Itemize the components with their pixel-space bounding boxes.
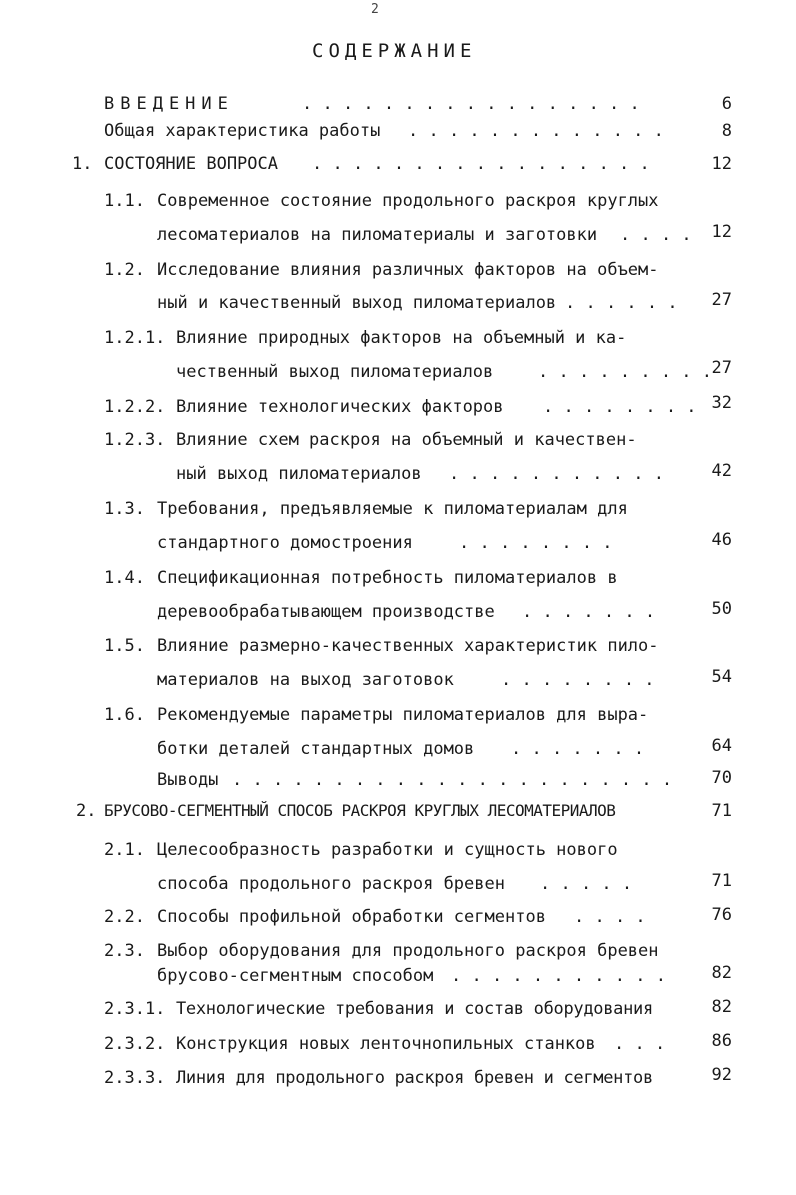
toc-dots: . . . . xyxy=(574,907,646,927)
toc-entry-title: Выводы xyxy=(157,770,219,790)
toc-entry-title: Линия для продольного раскроя бревен и сегментов xyxy=(176,1068,653,1088)
toc-entry-title: Способы профильной обработки сегментов xyxy=(157,907,546,927)
toc-entry-number: 1. xyxy=(72,154,93,174)
toc-page-number: 71 xyxy=(711,871,732,891)
toc-entry-title: Исследование влияния различных факторов на объем- xyxy=(157,260,659,280)
toc-page-number: 27 xyxy=(711,358,732,378)
toc-entry-number: 2. xyxy=(76,801,97,821)
toc-entry-number: 2.3. xyxy=(104,941,145,961)
toc-entry-title: Влияние природных факторов на объемный и ка- xyxy=(176,328,627,348)
toc-entry-number: 2.1. xyxy=(104,840,145,860)
toc-page-number: 71 xyxy=(711,801,732,821)
toc-entry-title-cont: материалов на выход заготовок xyxy=(157,670,454,690)
toc-dots: . . . . . . . xyxy=(511,739,645,759)
toc-dots: . . . . . . . . xyxy=(543,397,697,417)
toc-entry-title: ВВЕДЕНИЕ xyxy=(104,94,234,114)
toc-entry-number: 2.2. xyxy=(104,907,145,927)
toc-entry-title: Требования, предъявляемые к пиломатериалам для xyxy=(157,499,628,519)
toc-dots: . . . . . . . . . xyxy=(538,362,712,382)
toc-entry-title: Рекомендуемые параметры пиломатериалов для выра- xyxy=(157,705,649,725)
toc-page-number: 8 xyxy=(721,121,732,141)
toc-dots: . . . . xyxy=(620,225,692,245)
toc-entry-title: Выбор оборудования для продольного раскроя бревен xyxy=(157,941,659,961)
toc-dots: . . . . . . . . . . . xyxy=(451,966,666,986)
toc-entry-title: Влияние размерно-качественных характеристик пило- xyxy=(157,636,659,656)
toc-entry-number: 2.3.2. xyxy=(104,1034,166,1054)
toc-page-number: 82 xyxy=(711,997,732,1017)
toc-entry-title: Технологические требования и состав оборудования xyxy=(176,999,653,1019)
toc-entry-title: БРУСОВО-СЕГМЕНТНЫЙ СПОСОБ РАСКРОЯ КРУГЛЫХ ЛЕСОМАТЕРИАЛОВ xyxy=(104,801,616,820)
toc-dots: . . . . . . . . xyxy=(459,533,613,553)
toc-entry-title: Влияние схем раскроя на объемный и качествен- xyxy=(176,430,637,450)
toc-entry-number: 1.4. xyxy=(104,568,145,588)
toc-page-number: 92 xyxy=(711,1065,732,1085)
toc-entry-number: 1.2. xyxy=(104,260,145,280)
toc-entry-number: 2.3.3. xyxy=(104,1068,166,1088)
toc-page-number: 70 xyxy=(711,768,732,788)
toc-dots: . . . . . . . . . . . . . . . . . xyxy=(302,94,640,114)
toc-entry-number: 1.2.1. xyxy=(104,328,166,348)
toc-entry-title-cont: чественный выход пиломатериалов xyxy=(176,362,494,382)
toc-entry-number: 1.5. xyxy=(104,636,145,656)
toc-page-number: 54 xyxy=(711,667,732,687)
toc-entry-title: Спецификационная потребность пиломатериалов в xyxy=(157,568,618,588)
toc-page-number: 64 xyxy=(711,736,732,756)
toc-entry-title-cont: ный выход пиломатериалов xyxy=(176,464,422,484)
toc-entry-number: 1.3. xyxy=(104,499,145,519)
toc-entry-title: Современное состояние продольного раскроя круглых xyxy=(157,191,659,211)
toc-entry-title: Влияние технологических факторов xyxy=(176,397,504,417)
toc-entry-number: 1.6. xyxy=(104,705,145,725)
toc-dots: . . . . . . . . xyxy=(501,670,655,690)
toc-page-number: 86 xyxy=(711,1031,732,1051)
toc-entry-number: 2.3.1. xyxy=(104,999,166,1019)
toc-entry-title: Общая характеристика работы xyxy=(104,121,381,141)
toc-dots: . . . . . . xyxy=(565,293,678,313)
toc-entry-title: СОСТОЯНИЕ ВОПРОСА xyxy=(104,154,278,174)
toc-dots: . . . . . . . . . . . xyxy=(449,464,664,484)
toc-page-number: 12 xyxy=(711,222,732,242)
toc-entry-number: 1.2.3. xyxy=(104,430,166,450)
toc-entry-title-cont: ботки деталей стандартных домов xyxy=(157,739,475,759)
toc-page-number: 27 xyxy=(711,290,732,310)
toc-dots: . . . . . . . xyxy=(522,602,656,622)
toc-entry-title-cont: способа продольного раскроя бревен xyxy=(157,874,505,894)
toc-page-number: 32 xyxy=(711,393,732,413)
toc-page-number: 50 xyxy=(711,599,732,619)
toc-dots: . . . . . . . . . . . . . xyxy=(408,121,664,141)
toc-dots: . . . . . xyxy=(540,874,633,894)
toc-dots: . . . . . . . . . . . . . . . . . . . . . . xyxy=(232,770,673,790)
toc-entry-title-cont: стандартного домостроения xyxy=(157,533,413,553)
toc-entry-title-cont: деревообрабатывающем производстве xyxy=(157,602,495,622)
toc-page-number: 42 xyxy=(711,461,732,481)
toc-entry-number: 1.2.2. xyxy=(104,397,166,417)
toc-entry-title-cont: лесоматериалов на пиломатериалы и заготовки xyxy=(157,225,598,245)
toc-page-number: 82 xyxy=(711,963,732,983)
toc-dots: . . . . . . . . . . . . . . . . . xyxy=(312,154,650,174)
toc-entry-title: Конструкция новых ленточнопильных станков xyxy=(176,1034,596,1054)
toc-entry-title-cont: брусово-сегментным способом xyxy=(157,966,434,986)
toc-entry-number: 1.1. xyxy=(104,191,145,211)
toc-page-number: 46 xyxy=(711,530,732,550)
toc-entry-title: Целесообразность разработки и сущность нового xyxy=(157,840,618,860)
page-number: 2 xyxy=(371,2,379,17)
toc-page-number: 76 xyxy=(711,905,732,925)
toc-page-number: 12 xyxy=(711,154,732,174)
toc-entry-title-cont: ный и качественный выход пиломатериалов xyxy=(157,293,557,313)
page-title: СОДЕРЖАНИЕ xyxy=(312,40,477,62)
toc-page-number: 6 xyxy=(721,94,732,114)
toc-dots: . . . xyxy=(614,1034,666,1054)
